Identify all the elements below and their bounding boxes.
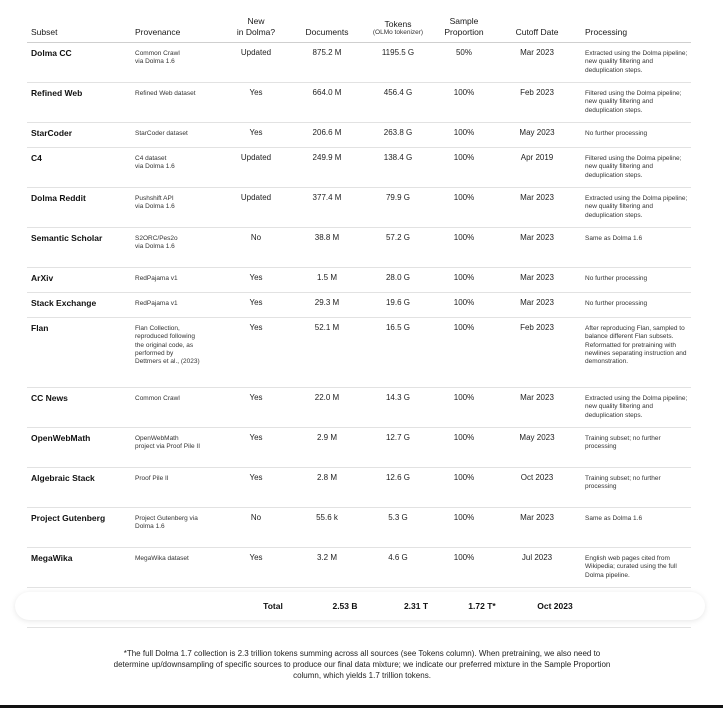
cell-sample: 100% — [435, 293, 493, 318]
cell-tokens: 456.4 G — [361, 83, 435, 123]
cell-processing: Extracted using the Dolma pipeline; new quality filtering and deduplication steps. — [581, 388, 691, 428]
cell-sample: 100% — [435, 123, 493, 148]
cell-subset: C4 — [27, 148, 131, 188]
cell-tokens: 16.5 G — [361, 318, 435, 388]
cell-subset: CC News — [27, 388, 131, 428]
cell-cutoff: Apr 2019 — [493, 148, 581, 188]
cell-cutoff: Mar 2023 — [493, 43, 581, 83]
cell-provenance: Proof Pile II — [131, 468, 219, 508]
total-tokens: 2.31 T — [403, 601, 429, 611]
bottom-rule — [0, 705, 723, 708]
cell-tokens: 5.3 G — [361, 508, 435, 548]
total-sample: 1.72 T* — [468, 601, 496, 611]
cell-sample: 100% — [435, 268, 493, 293]
cell-provenance: RedPajama v1 — [131, 268, 219, 293]
table-row — [27, 228, 691, 268]
cell-provenance: Common Crawl via Dolma 1.6 — [131, 43, 219, 83]
cell-tokens: 12.6 G — [361, 468, 435, 508]
total-label: Total — [263, 601, 283, 611]
cell-documents: 38.8 M — [293, 228, 361, 268]
table-row — [27, 428, 691, 468]
cell-cutoff: Mar 2023 — [493, 188, 581, 228]
cell-sample: 100% — [435, 428, 493, 468]
cell-sample: 100% — [435, 548, 493, 588]
cell-new: Yes — [219, 388, 293, 428]
cell-new: Updated — [219, 188, 293, 228]
cell-new: No — [219, 508, 293, 548]
cell-documents: 664.0 M — [293, 83, 361, 123]
header-provenance: Provenance — [131, 16, 219, 43]
cell-processing: No further processing — [581, 293, 691, 318]
table-row — [27, 318, 691, 388]
table-row — [27, 508, 691, 548]
cell-tokens: 19.6 G — [361, 293, 435, 318]
cell-sample: 100% — [435, 318, 493, 388]
cell-cutoff: Feb 2023 — [493, 83, 581, 123]
cell-processing: Extracted using the Dolma pipeline; new quality filtering and deduplication steps. — [581, 43, 691, 83]
cell-new: Yes — [219, 268, 293, 293]
cell-processing: Training subset; no further processing — [581, 468, 691, 508]
cell-processing: Filtered using the Dolma pipeline; new quality filtering and deduplication steps. — [581, 83, 691, 123]
cell-subset: StarCoder — [27, 123, 131, 148]
cell-subset: Dolma Reddit — [27, 188, 131, 228]
cell-new: Yes — [219, 83, 293, 123]
header-tokens: Tokens (OLMo tokenizer) — [361, 16, 435, 43]
cell-new: Updated — [219, 43, 293, 83]
cell-documents: 377.4 M — [293, 188, 361, 228]
cell-subset: Algebraic Stack — [27, 468, 131, 508]
cell-subset: Flan — [27, 318, 131, 388]
cell-processing: English web pages cited from Wikipedia; curated using the full Dolma pipeline. — [581, 548, 691, 588]
cell-documents: 2.9 M — [293, 428, 361, 468]
cell-sample: 100% — [435, 188, 493, 228]
cell-provenance: Flan Collection, reproduced following the original code, as performed by Dettmers et al., (2023) — [131, 318, 219, 388]
footnote: *The full Dolma 1.7 collection is 2.3 trillion tokens summing across all sources (see Tokens column). When pretraining, we also need to determine up/downsampling of specific sources to produce our final data mixture; we indicate our preferred mixture in the Sample Proportion column, which yields 1.7 trillion tokens. — [113, 649, 611, 680]
cell-cutoff: Mar 2023 — [493, 228, 581, 268]
cell-cutoff: May 2023 — [493, 428, 581, 468]
table-row — [27, 148, 691, 188]
cell-provenance: MegaWika dataset — [131, 548, 219, 588]
cell-sample: 50% — [435, 43, 493, 83]
header-tokens-sub: (OLMo tokenizer) — [372, 29, 424, 37]
cell-subset: MegaWika — [27, 548, 131, 588]
cell-tokens: 14.3 G — [361, 388, 435, 428]
cell-new: Yes — [219, 468, 293, 508]
cell-documents: 52.1 M — [293, 318, 361, 388]
cell-tokens: 1195.5 G — [361, 43, 435, 83]
cell-provenance: Pushshift API via Dolma 1.6 — [131, 188, 219, 228]
cell-sample: 100% — [435, 148, 493, 188]
cell-documents: 55.6 k — [293, 508, 361, 548]
cell-cutoff: Oct 2023 — [493, 468, 581, 508]
cell-cutoff: May 2023 — [493, 123, 581, 148]
cell-tokens: 28.0 G — [361, 268, 435, 293]
table-body — [27, 43, 691, 628]
cell-provenance: OpenWebMath project via Proof Pile II — [131, 428, 219, 468]
header-sample: Sample Proportion — [435, 16, 493, 43]
cell-subset: ArXiv — [27, 268, 131, 293]
cell-tokens: 57.2 G — [361, 228, 435, 268]
cell-new: Updated — [219, 148, 293, 188]
cell-processing: Same as Dolma 1.6 — [581, 508, 691, 548]
cell-tokens: 79.9 G — [361, 188, 435, 228]
cell-provenance: C4 dataset via Dolma 1.6 — [131, 148, 219, 188]
table-row — [27, 268, 691, 293]
cell-processing: Extracted using the Dolma pipeline; new quality filtering and deduplication steps. — [581, 188, 691, 228]
cell-processing: Same as Dolma 1.6 — [581, 228, 691, 268]
dolma-subsets-table — [27, 16, 691, 628]
cell-subset: Project Gutenberg — [27, 508, 131, 548]
cell-cutoff: Feb 2023 — [493, 318, 581, 388]
table-row — [27, 43, 691, 83]
cell-new: Yes — [219, 548, 293, 588]
cell-cutoff: Mar 2023 — [493, 508, 581, 548]
cell-tokens: 4.6 G — [361, 548, 435, 588]
cell-documents: 249.9 M — [293, 148, 361, 188]
cell-documents: 875.2 M — [293, 43, 361, 83]
cell-sample: 100% — [435, 228, 493, 268]
cell-subset: OpenWebMath — [27, 428, 131, 468]
cell-provenance: S2ORC/Pes2o via Dolma 1.6 — [131, 228, 219, 268]
cell-documents: 3.2 M — [293, 548, 361, 588]
cell-documents: 206.6 M — [293, 123, 361, 148]
cell-subset: Stack Exchange — [27, 293, 131, 318]
cell-processing: No further processing — [581, 123, 691, 148]
dataset-table-container — [27, 16, 691, 628]
cell-tokens: 12.7 G — [361, 428, 435, 468]
table-header-row — [27, 16, 691, 43]
cell-processing: Filtered using the Dolma pipeline; new quality filtering and deduplication steps. — [581, 148, 691, 188]
cell-cutoff: Jul 2023 — [493, 548, 581, 588]
table-row — [27, 83, 691, 123]
cell-new: Yes — [219, 123, 293, 148]
table-row — [27, 293, 691, 318]
cell-provenance: Refined Web dataset — [131, 83, 219, 123]
cell-new: Yes — [219, 428, 293, 468]
cell-documents: 29.3 M — [293, 293, 361, 318]
cell-tokens: 263.8 G — [361, 123, 435, 148]
total-documents: 2.53 B — [332, 601, 358, 611]
total-cutoff: Oct 2023 — [537, 601, 573, 611]
table-row — [27, 123, 691, 148]
cell-tokens: 138.4 G — [361, 148, 435, 188]
cell-provenance: Common Crawl — [131, 388, 219, 428]
header-processing: Processing — [581, 16, 691, 43]
cell-provenance: StarCoder dataset — [131, 123, 219, 148]
cell-subset: Dolma CC — [27, 43, 131, 83]
header-cutoff: Cutoff Date — [493, 16, 581, 43]
cell-processing: After reproducing Flan, sampled to balance different Flan subsets. Reformatted for pretraining with newlines separating instruction and demonstration. — [581, 318, 691, 388]
table-row — [27, 548, 691, 588]
cell-sample: 100% — [435, 468, 493, 508]
header-documents: Documents — [293, 16, 361, 43]
header-new: New in Dolma? — [219, 16, 293, 43]
cell-new: Yes — [219, 293, 293, 318]
cell-sample: 100% — [435, 83, 493, 123]
cell-cutoff: Mar 2023 — [493, 293, 581, 318]
table-row — [27, 188, 691, 228]
table-row — [27, 468, 691, 508]
cell-new: No — [219, 228, 293, 268]
cell-subset: Refined Web — [27, 83, 131, 123]
cell-documents: 1.5 M — [293, 268, 361, 293]
table-row — [27, 388, 691, 428]
cell-new: Yes — [219, 318, 293, 388]
cell-documents: 22.0 M — [293, 388, 361, 428]
cell-provenance: Project Gutenberg via Dolma 1.6 — [131, 508, 219, 548]
cell-subset: Semantic Scholar — [27, 228, 131, 268]
cell-cutoff: Mar 2023 — [493, 268, 581, 293]
cell-sample: 100% — [435, 508, 493, 548]
total-row — [15, 592, 705, 620]
cell-documents: 2.8 M — [293, 468, 361, 508]
cell-sample: 100% — [435, 388, 493, 428]
cell-processing: Training subset; no further processing — [581, 428, 691, 468]
header-subset: Subset — [27, 16, 131, 43]
cell-cutoff: Mar 2023 — [493, 388, 581, 428]
cell-provenance: RedPajama v1 — [131, 293, 219, 318]
cell-processing: No further processing — [581, 268, 691, 293]
